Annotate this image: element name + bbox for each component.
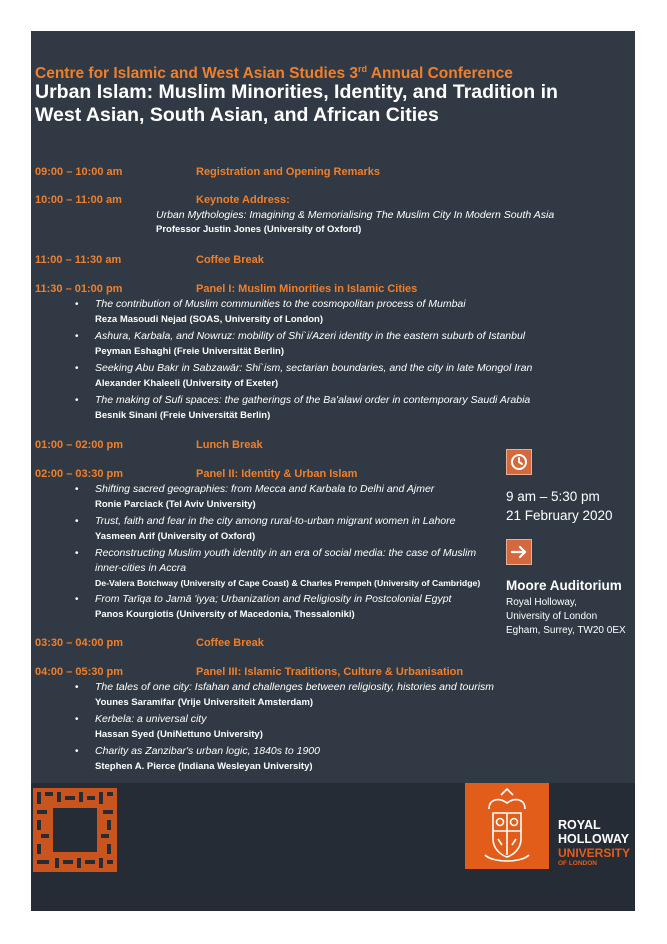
talk-title: From Tarīqa to Jamā 'iyya; Urbanization and Religiosity in Postcolonial Egypt bbox=[95, 593, 452, 605]
conference-kicker: Centre for Islamic and West Asian Studies 3rd Annual Conference bbox=[35, 64, 513, 83]
talk-speaker: Yasmeen Arif (University of Oxford) bbox=[95, 531, 256, 542]
talk-speaker: Panos Kourgiotis (University of Macedonia, Thessaloniki) bbox=[95, 609, 355, 620]
talk-title-continued: inner-cities in Accra bbox=[95, 562, 187, 574]
session-time: 11:00 – 11:30 am bbox=[35, 254, 122, 266]
bullet: • bbox=[75, 484, 79, 495]
talk-title: Kerbela: a universal city bbox=[95, 713, 207, 725]
talk-speaker: Hassan Syed (UniNettuno University) bbox=[95, 729, 263, 740]
session-time: 10:00 – 11:00 am bbox=[35, 194, 122, 206]
bullet: • bbox=[75, 363, 79, 374]
talk-speaker: Alexander Khaleeli (University of Exeter) bbox=[95, 378, 279, 389]
bullet: • bbox=[75, 299, 79, 310]
session-time: 04:00 – 05:30 pm bbox=[35, 666, 124, 678]
bullet: • bbox=[75, 548, 79, 559]
talk-title: The making of Sufi spaces: the gatherings of the Ba'alawi order in contemporary Saudi Arabia bbox=[95, 394, 531, 406]
bullet: • bbox=[75, 331, 79, 342]
talk-speaker: Ronie Parciack (Tel Aviv University) bbox=[95, 499, 256, 510]
talk-title: Reconstructing Muslim youth identity in an era of social media: the case of Muslim bbox=[95, 547, 477, 559]
bullet: • bbox=[75, 714, 79, 725]
venue-address-line: University of London bbox=[506, 611, 598, 622]
venue-address-line: Egham, Surrey, TW20 0EX bbox=[506, 625, 626, 636]
talk-title: Charity as Zanzibar's urban logic, 1840s to 1900 bbox=[95, 745, 320, 757]
bullet: • bbox=[75, 516, 79, 527]
logo-university: UNIVERSITY bbox=[558, 846, 631, 860]
venue-address-line: Royal Holloway, bbox=[506, 597, 577, 608]
bullet: • bbox=[75, 594, 79, 605]
talk-title: Ashura, Karbala, and Nowruz: mobility of Shi`i/Azeri identity in the eastern suburb of Istanbul bbox=[95, 330, 526, 342]
session-time: 09:00 – 10:00 am bbox=[35, 166, 123, 178]
session-time: 02:00 – 03:30 pm bbox=[35, 468, 124, 480]
bullet: • bbox=[75, 395, 79, 406]
talk-speaker: Reza Masoudi Nejad (SOAS, University of London) bbox=[95, 314, 324, 325]
conference-title-line-2: West Asian, South Asian, and African Cities bbox=[35, 104, 439, 126]
session-time: 01:00 – 02:00 pm bbox=[35, 439, 124, 451]
geometric-pattern-icon bbox=[33, 788, 117, 877]
talk-title: The contribution of Muslim communities to the cosmopolitan process of Mumbai bbox=[95, 298, 466, 310]
session-time: 03:30 – 04:00 pm bbox=[35, 637, 124, 649]
session-heading: Panel III: Islamic Traditions, Culture & Urbanisation bbox=[196, 666, 464, 678]
clock-icon bbox=[506, 449, 532, 475]
logo-crest-block bbox=[465, 783, 549, 869]
bullet: • bbox=[75, 682, 79, 693]
event-date: 21 February 2020 bbox=[506, 508, 613, 523]
talk-title: Trust, faith and fear in the city among rural-to-urban migrant women in Lahore bbox=[95, 515, 456, 527]
talk-title: Seeking Abu Bakr in Sabzawār: Shi`ism, sectarian boundaries, and the city in late Mongol Iran bbox=[95, 362, 533, 374]
bullet: • bbox=[75, 746, 79, 757]
keynote-title: Urban Mythologies: Imagining & Memorialising The Muslim City In Modern South Asia bbox=[156, 209, 555, 221]
logo-holloway: HOLLOWAY bbox=[558, 832, 630, 846]
session-heading: Coffee Break bbox=[196, 254, 264, 266]
session-time: 11:30 – 01:00 pm bbox=[35, 283, 123, 295]
talk-title: The tales of one city: Isfahan and challenges between religiosity, histories and tourism bbox=[95, 681, 495, 693]
talk-speaker: Besnik Sinani (Freie Universität Berlin) bbox=[95, 410, 271, 421]
keynote-speaker: Professor Justin Jones (University of Oxford) bbox=[156, 224, 362, 235]
logo-royal: ROYAL bbox=[558, 818, 601, 832]
conference-poster bbox=[31, 31, 635, 911]
session-heading: Coffee Break bbox=[196, 637, 264, 649]
session-heading: Keynote Address: bbox=[196, 194, 290, 206]
session-heading: Lunch Break bbox=[196, 439, 263, 451]
talk-title: Shifting sacred geographies: from Mecca and Karbala to Delhi and Ajmer bbox=[95, 483, 435, 495]
logo-of-london: OF LONDON bbox=[558, 860, 597, 867]
conference-title-line-1: Urban Islam: Muslim Minorities, Identity, and Tradition in bbox=[35, 81, 558, 103]
venue-name: Moore Auditorium bbox=[506, 578, 622, 593]
arrow-right-icon bbox=[506, 539, 532, 565]
event-time: 9 am – 5:30 pm bbox=[506, 489, 600, 504]
talk-speaker: Stephen A. Pierce (Indiana Wesleyan University) bbox=[95, 761, 313, 772]
talk-speaker: Peyman Eshaghi (Freie Universität Berlin) bbox=[95, 346, 285, 357]
talk-speaker: Younes Saramifar (Vrije Universiteit Amsterdam) bbox=[95, 697, 314, 708]
session-heading: Registration and Opening Remarks bbox=[196, 166, 380, 178]
talk-speaker: De-Valera Botchway (University of Cape Coast) & Charles Prempeh (University of Cambridge) bbox=[95, 578, 481, 588]
session-heading: Panel II: Identity & Urban Islam bbox=[196, 468, 358, 480]
crest-icon bbox=[465, 783, 549, 869]
session-heading: Panel I: Muslim Minorities in Islamic Cities bbox=[196, 283, 418, 295]
